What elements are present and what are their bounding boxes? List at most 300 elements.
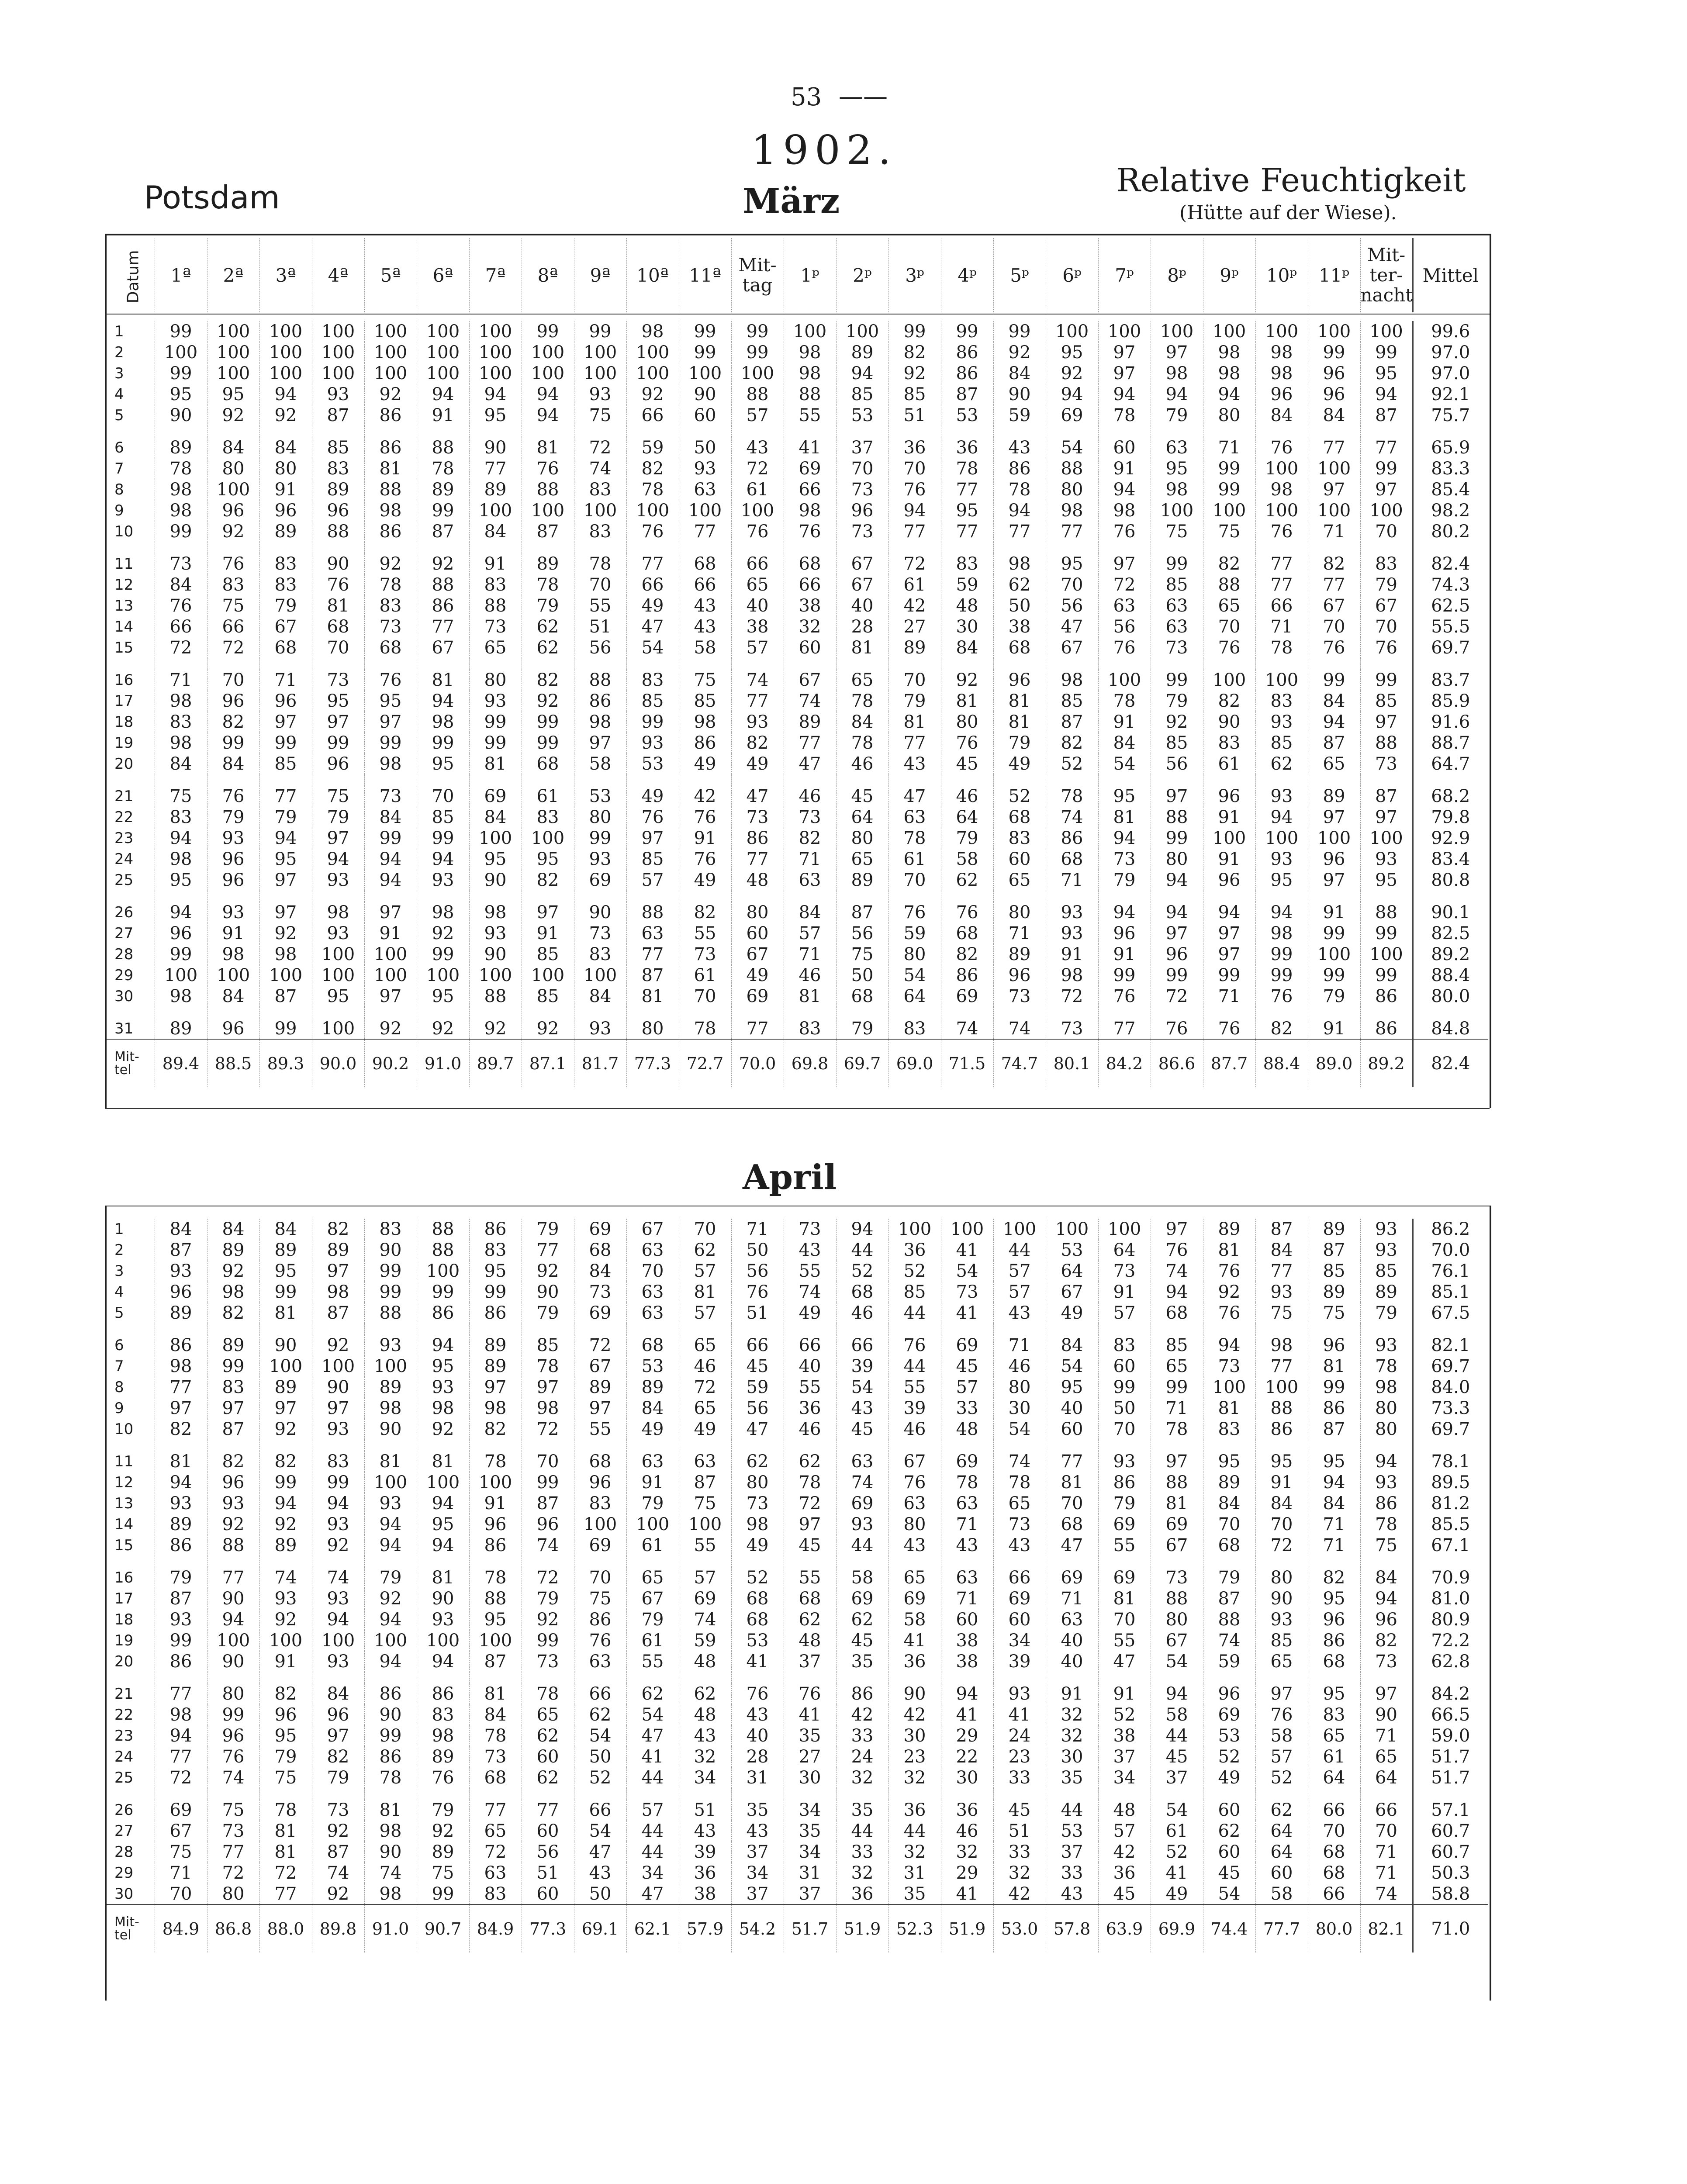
value-cell: 67: [155, 1821, 207, 1842]
day-cell: 15: [114, 639, 134, 657]
value-cell: 83: [522, 807, 574, 828]
value-cell: 95: [1255, 870, 1308, 891]
value-cell: 70: [1308, 616, 1360, 637]
spacer-cell: [626, 658, 679, 670]
value-cell: 83: [1360, 553, 1413, 574]
day-cell: 2: [114, 1241, 124, 1259]
value-cell: 99: [574, 321, 626, 342]
spacer-cell: [626, 1788, 679, 1800]
mean-value-cell: 86.8: [207, 1904, 259, 1952]
value-cell: 87: [259, 986, 312, 1007]
value-cell: 73: [574, 923, 626, 944]
table-row: [107, 1398, 1488, 1419]
value-cell: 59: [888, 923, 941, 944]
value-cell: 76: [731, 1683, 784, 1704]
value-cell: 84: [207, 753, 259, 774]
value-cell: 95: [259, 1725, 312, 1746]
value-cell: 28: [731, 1746, 784, 1767]
spacer-cell: [941, 1007, 993, 1018]
day-cell: 8: [114, 1379, 124, 1396]
value-cell: 96: [1308, 849, 1360, 870]
value-cell: 82: [1308, 1567, 1360, 1588]
value-cell: 36: [784, 1398, 836, 1419]
value-cell: 100: [1098, 670, 1151, 691]
value-cell: 97: [1098, 553, 1151, 574]
value-cell: 85: [522, 986, 574, 1007]
spacer-cell: [1413, 1324, 1488, 1335]
value-cell: 74: [522, 1535, 574, 1556]
day-cell: 18: [114, 713, 134, 731]
value-cell: 89: [259, 1377, 312, 1398]
value-cell: 60: [1098, 1356, 1151, 1377]
value-cell: 71: [731, 1219, 784, 1240]
value-cell: 72: [155, 637, 207, 658]
value-cell: 34: [993, 1630, 1046, 1651]
value-cell: 43: [993, 437, 1046, 458]
value-cell: 52: [1255, 1767, 1308, 1788]
value-cell: 60: [522, 1746, 574, 1767]
mean-value-cell: 90.0: [312, 1039, 364, 1087]
value-cell: 100: [155, 342, 207, 363]
value-cell: 86: [469, 1219, 522, 1240]
page-number: 53: [791, 83, 822, 111]
value-cell: 76: [1255, 437, 1308, 458]
value-cell: 92: [312, 1335, 364, 1356]
value-cell: 88: [1203, 1609, 1255, 1630]
spacer-cell: [1203, 1556, 1255, 1567]
mean-row: [107, 1039, 1488, 1087]
spacer-cell: [364, 1556, 417, 1567]
value-cell: 85: [1360, 691, 1413, 712]
value-cell: 43: [993, 1535, 1046, 1556]
value-cell: 89: [417, 1746, 469, 1767]
spacer-cell: [207, 1440, 259, 1451]
value-cell: 73: [1098, 849, 1151, 870]
value-cell: 77: [1360, 437, 1413, 458]
value-cell: 58: [679, 637, 731, 658]
table-row: [107, 1704, 1488, 1725]
value-cell: 80: [1151, 849, 1203, 870]
value-cell: 60: [1046, 1419, 1098, 1440]
spacer-cell: [1098, 426, 1151, 437]
spacer-cell: [1151, 891, 1203, 902]
value-cell: 94: [1255, 902, 1308, 923]
spacer-cell: [364, 1324, 417, 1335]
spacer-cell: [941, 542, 993, 553]
value-cell: 98: [155, 1356, 207, 1377]
row-mean-cell: 74.3: [1413, 574, 1488, 595]
value-cell: 92: [469, 1018, 522, 1039]
spacer-cell: [626, 1007, 679, 1018]
value-cell: 70: [888, 870, 941, 891]
value-cell: 95: [1308, 1588, 1360, 1609]
spacer-cell: [1360, 1788, 1413, 1800]
value-cell: 87: [1360, 405, 1413, 426]
value-cell: 60: [1255, 1863, 1308, 1883]
value-cell: 54: [1098, 753, 1151, 774]
value-cell: 67: [626, 1588, 679, 1609]
value-cell: 82: [731, 733, 784, 753]
value-cell: 94: [522, 405, 574, 426]
value-cell: 49: [731, 965, 784, 986]
value-cell: 40: [731, 595, 784, 616]
value-cell: 78: [522, 574, 574, 595]
value-cell: 82: [312, 1219, 364, 1240]
spacer-cell: [1203, 774, 1255, 786]
spacer-cell: [1413, 1440, 1488, 1451]
value-cell: 90: [1203, 712, 1255, 733]
value-cell: 100: [1203, 828, 1255, 849]
spacer-cell: [259, 1672, 312, 1683]
value-cell: 43: [574, 1863, 626, 1883]
spacer-cell: [107, 891, 155, 902]
value-cell: 86: [364, 437, 417, 458]
value-cell: 62: [941, 870, 993, 891]
value-cell: 31: [888, 1863, 941, 1883]
spacer-cell: [107, 542, 155, 553]
value-cell: 48: [1098, 1800, 1151, 1821]
value-cell: 65: [679, 1335, 731, 1356]
spacer-cell: [1360, 1556, 1413, 1567]
value-cell: 77: [941, 479, 993, 500]
value-cell: 98: [1360, 1377, 1413, 1398]
value-cell: 79: [1360, 574, 1413, 595]
value-cell: 82: [626, 458, 679, 479]
value-cell: 74: [993, 1451, 1046, 1472]
value-cell: 94: [417, 691, 469, 712]
value-cell: 83: [574, 479, 626, 500]
value-cell: 70: [312, 637, 364, 658]
value-cell: 57: [679, 1261, 731, 1282]
value-cell: 54: [1046, 1356, 1098, 1377]
value-cell: 88: [1255, 1398, 1308, 1419]
value-cell: 81: [1046, 1472, 1098, 1493]
value-cell: 95: [207, 384, 259, 405]
row-mean-cell: 72.2: [1413, 1630, 1488, 1651]
value-cell: 60: [731, 923, 784, 944]
spacer-cell: [1046, 426, 1098, 437]
value-cell: 94: [1360, 1588, 1413, 1609]
spacer-cell: [626, 1556, 679, 1567]
spacer-cell: [574, 1324, 626, 1335]
value-cell: 91: [1203, 849, 1255, 870]
table-row: [107, 521, 1488, 542]
spacer-cell: [1046, 1007, 1098, 1018]
day-cell: 5: [114, 1304, 124, 1322]
value-cell: 77: [469, 458, 522, 479]
table-row: [107, 1377, 1488, 1398]
value-cell: 68: [574, 1451, 626, 1472]
value-cell: 41: [941, 1883, 993, 1904]
value-cell: 46: [836, 753, 888, 774]
spacer-cell: [836, 1324, 888, 1335]
header-hour-20: 9ᵖ: [1203, 238, 1255, 312]
mean-value-cell: 81.7: [574, 1039, 626, 1087]
value-cell: 100: [1255, 1377, 1308, 1398]
value-cell: 62: [993, 574, 1046, 595]
value-cell: 71: [1360, 1863, 1413, 1883]
value-cell: 44: [888, 1356, 941, 1377]
spacer-row: [107, 1556, 1488, 1567]
value-cell: 82: [679, 902, 731, 923]
value-cell: 47: [1046, 616, 1098, 637]
spacer-cell: [888, 891, 941, 902]
value-cell: 41: [626, 1746, 679, 1767]
row-mean-cell: 50.3: [1413, 1863, 1488, 1883]
value-cell: 77: [888, 733, 941, 753]
value-cell: 83: [1255, 691, 1308, 712]
spacer-cell: [836, 1007, 888, 1018]
value-cell: 37: [731, 1842, 784, 1863]
spacer-cell: [731, 426, 784, 437]
row-mean-cell: 51.7: [1413, 1767, 1488, 1788]
spacer-row: [107, 426, 1488, 437]
value-cell: 45: [941, 1356, 993, 1377]
value-cell: 80: [469, 670, 522, 691]
value-cell: 62: [679, 1240, 731, 1261]
table-row: [107, 1567, 1488, 1588]
value-cell: 42: [993, 1883, 1046, 1904]
value-cell: 76: [1360, 637, 1413, 658]
value-cell: 67: [626, 1219, 679, 1240]
value-cell: 90: [312, 553, 364, 574]
value-cell: 100: [207, 342, 259, 363]
value-cell: 94: [155, 1725, 207, 1746]
value-cell: 89: [1308, 786, 1360, 807]
spacer-cell: [469, 1788, 522, 1800]
value-cell: 94: [364, 870, 417, 891]
value-cell: 77: [1098, 1018, 1151, 1039]
row-mean-cell: 92.9: [1413, 828, 1488, 849]
value-cell: 62: [784, 1451, 836, 1472]
row-mean-cell: 84.8: [1413, 1018, 1488, 1039]
value-cell: 100: [1203, 321, 1255, 342]
spacer-cell: [679, 542, 731, 553]
value-cell: 97: [312, 1261, 364, 1282]
value-cell: 68: [1308, 1842, 1360, 1863]
value-cell: 58: [888, 1609, 941, 1630]
value-cell: 85: [522, 944, 574, 965]
value-cell: 98: [1203, 363, 1255, 384]
value-cell: 89: [1203, 1472, 1255, 1493]
value-cell: 61: [888, 849, 941, 870]
value-cell: 92: [207, 1261, 259, 1282]
row-mean-cell: 60.7: [1413, 1842, 1488, 1863]
value-cell: 38: [679, 1883, 731, 1904]
value-cell: 55: [679, 1535, 731, 1556]
value-cell: 95: [1308, 1683, 1360, 1704]
value-cell: 36: [836, 1883, 888, 1904]
table-row: [107, 1821, 1488, 1842]
row-mean-cell: 81.2: [1413, 1493, 1488, 1514]
spacer-cell: [784, 1556, 836, 1567]
value-cell: 80: [574, 807, 626, 828]
spacer-cell: [207, 774, 259, 786]
value-cell: 78: [993, 1472, 1046, 1493]
value-cell: 97: [1151, 1451, 1203, 1472]
value-cell: 100: [1255, 321, 1308, 342]
value-cell: 74: [1151, 1261, 1203, 1282]
value-cell: 88: [469, 595, 522, 616]
value-cell: 72: [469, 1842, 522, 1863]
spacer-cell: [1360, 542, 1413, 553]
value-cell: 63: [626, 1303, 679, 1324]
spacer-cell: [1413, 1788, 1488, 1800]
spacer-cell: [522, 426, 574, 437]
value-cell: 80: [888, 1514, 941, 1535]
spacer-cell: [417, 1440, 469, 1451]
spacer-cell: [1360, 426, 1413, 437]
value-cell: 97: [1308, 479, 1360, 500]
value-cell: 85: [888, 1282, 941, 1303]
value-cell: 92: [312, 1883, 364, 1904]
value-cell: 74: [836, 1472, 888, 1493]
spacer-cell: [1308, 1007, 1360, 1018]
value-cell: 93: [1360, 1472, 1413, 1493]
spacer-cell: [364, 774, 417, 786]
mean-value-cell: 69.1: [574, 1904, 626, 1952]
value-cell: 54: [574, 1821, 626, 1842]
mean-value-cell: 51.9: [836, 1904, 888, 1952]
value-cell: 76: [1098, 521, 1151, 542]
value-cell: 69: [679, 1588, 731, 1609]
value-cell: 68: [941, 923, 993, 944]
spacer-cell: [836, 1788, 888, 1800]
value-cell: 29: [941, 1863, 993, 1883]
value-cell: 46: [941, 1821, 993, 1842]
value-cell: 89: [155, 1018, 207, 1039]
spacer-cell: [784, 1788, 836, 1800]
spacer-cell: [155, 1672, 207, 1683]
value-cell: 52: [1046, 753, 1098, 774]
value-cell: 100: [626, 500, 679, 521]
spacer-cell: [107, 1556, 155, 1567]
mean-value-cell: 54.2: [731, 1904, 784, 1952]
header-hour-11: Mit- tag: [731, 238, 784, 312]
value-cell: 100: [1308, 828, 1360, 849]
value-cell: 75: [312, 786, 364, 807]
value-cell: 95: [312, 691, 364, 712]
value-cell: 73: [155, 553, 207, 574]
day-cell: 10: [114, 1420, 134, 1438]
value-cell: 93: [364, 1493, 417, 1514]
spacer-cell: [1046, 891, 1098, 902]
day-cell: 6: [114, 439, 124, 456]
value-cell: 54: [993, 1419, 1046, 1440]
value-cell: 77: [731, 691, 784, 712]
value-cell: 88: [1360, 902, 1413, 923]
value-cell: 67: [888, 1451, 941, 1472]
value-cell: 98: [1046, 670, 1098, 691]
value-cell: 46: [679, 1356, 731, 1377]
value-cell: 100: [469, 500, 522, 521]
mean-value-cell: 88.4: [1255, 1039, 1308, 1087]
value-cell: 100: [1046, 321, 1098, 342]
header-hour-19: 8ᵖ: [1151, 238, 1203, 312]
value-cell: 63: [679, 479, 731, 500]
value-cell: 88: [574, 670, 626, 691]
value-cell: 45: [836, 1630, 888, 1651]
value-cell: 83: [574, 1493, 626, 1514]
mean-label: Mit- tel: [107, 1904, 155, 1952]
value-cell: 86: [1046, 828, 1098, 849]
value-cell: 72: [574, 437, 626, 458]
value-cell: 79: [417, 1800, 469, 1821]
value-cell: 43: [941, 1535, 993, 1556]
value-cell: 99: [522, 1630, 574, 1651]
value-cell: 84: [836, 712, 888, 733]
value-cell: 96: [207, 1018, 259, 1039]
value-cell: 94: [888, 500, 941, 521]
value-cell: 95: [469, 1609, 522, 1630]
value-cell: 99: [1255, 944, 1308, 965]
value-cell: 89: [522, 553, 574, 574]
value-cell: 68: [731, 1609, 784, 1630]
day-cell: 29: [114, 1864, 134, 1882]
value-cell: 100: [836, 321, 888, 342]
spacer-cell: [417, 542, 469, 553]
table-row: [107, 1588, 1488, 1609]
value-cell: 84: [312, 1683, 364, 1704]
value-cell: 66: [731, 553, 784, 574]
table-row: [107, 786, 1488, 807]
row-mean-cell: 85.4: [1413, 479, 1488, 500]
value-cell: 96: [993, 670, 1046, 691]
row-mean-cell: 83.4: [1413, 849, 1488, 870]
value-cell: 94: [1308, 1472, 1360, 1493]
value-cell: 91: [469, 553, 522, 574]
value-cell: 100: [522, 500, 574, 521]
value-cell: 94: [1203, 902, 1255, 923]
spacer-cell: [1098, 658, 1151, 670]
spacer-cell: [731, 1007, 784, 1018]
table-row: [107, 1018, 1488, 1039]
value-cell: 99: [259, 1018, 312, 1039]
table-row: [107, 1451, 1488, 1472]
value-cell: 29: [941, 1725, 993, 1746]
value-cell: 78: [836, 691, 888, 712]
value-cell: 71: [1151, 1398, 1203, 1419]
value-cell: 98: [1046, 500, 1098, 521]
value-cell: 100: [312, 944, 364, 965]
mean-value-cell: 57.8: [1046, 1904, 1098, 1952]
value-cell: 94: [1255, 807, 1308, 828]
value-cell: 100: [312, 363, 364, 384]
value-cell: 53: [731, 1630, 784, 1651]
value-cell: 100: [1308, 500, 1360, 521]
day-cell: 7: [114, 1358, 124, 1375]
table-row: [107, 1240, 1488, 1261]
day-cell: 17: [114, 692, 134, 710]
value-cell: 98: [155, 849, 207, 870]
value-cell: 90: [207, 1651, 259, 1672]
value-cell: 34: [784, 1800, 836, 1821]
spacer-cell: [364, 1788, 417, 1800]
value-cell: 22: [941, 1746, 993, 1767]
spacer-cell: [941, 1788, 993, 1800]
value-cell: 100: [626, 363, 679, 384]
table-row: [107, 1535, 1488, 1556]
value-cell: 70: [679, 1219, 731, 1240]
value-cell: 86: [364, 1746, 417, 1767]
value-cell: 56: [1046, 595, 1098, 616]
table-row: [107, 1514, 1488, 1535]
spacer-cell: [1046, 658, 1098, 670]
spacer-cell: [1151, 774, 1203, 786]
row-mean-cell: 88.4: [1413, 965, 1488, 986]
value-cell: 78: [259, 1800, 312, 1821]
value-cell: 95: [1046, 553, 1098, 574]
